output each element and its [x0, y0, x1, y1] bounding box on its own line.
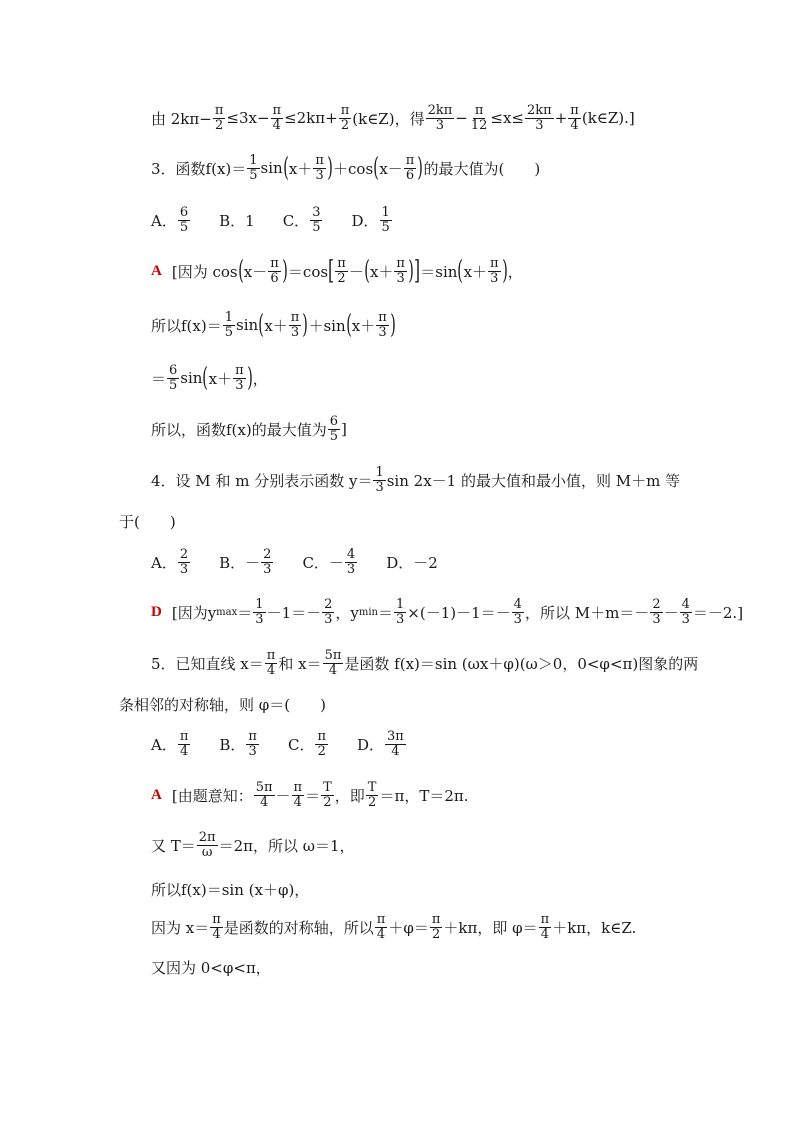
text: ≤3x− [226, 109, 270, 127]
text: (k∈Z)，得 [352, 109, 425, 128]
text: ＝2π，所以 ω＝1， [218, 836, 355, 855]
fraction: $\frac{1}{5}$ [249, 152, 258, 183]
text: x－ [379, 159, 403, 178]
text: ＝π，T＝2π. [379, 786, 469, 805]
fraction: $\frac{\pi}{2}$ [340, 102, 350, 133]
fraction: $\frac{\pi}{3}$ [315, 152, 324, 183]
fraction: $\frac{\pi}{4}$ [272, 102, 282, 133]
answer-5-line-5 [151, 944, 271, 990]
fraction: $\frac{\pi}{2}$ [337, 255, 346, 286]
question-4-line-1 [151, 457, 680, 503]
text: 所以，函数f(x)的最大值为 [151, 420, 327, 439]
text: x＋ [369, 262, 394, 281]
question-4-options [151, 539, 438, 585]
text: − [455, 109, 468, 127]
fraction: $\frac{\pi}{3}$ [490, 255, 499, 286]
answer-letter: A [151, 786, 162, 803]
option-c: C．－ [302, 553, 344, 572]
text: ＝sin [420, 262, 458, 281]
text: x＋ [208, 369, 233, 388]
text: ＋φ＝ [388, 918, 429, 937]
fraction: $\frac{5\pi}{4}$ [255, 779, 273, 810]
text: －1＝－ [266, 603, 322, 622]
text: x＋ [463, 262, 488, 281]
fraction: $\frac{5\pi}{4}$ [324, 647, 342, 678]
fraction: $\frac{6}{5}$ [169, 362, 178, 393]
text: 因为 x＝ [151, 918, 210, 937]
answer-letter: D [151, 603, 162, 620]
text: sin [236, 316, 259, 334]
text: 于( ) [119, 512, 176, 531]
text: ] [341, 420, 347, 438]
fraction: $\frac{1}{5}$ [224, 309, 233, 340]
text: ＋sin [308, 316, 346, 335]
fraction: $\frac{3}{5}$ [312, 204, 321, 235]
text: ≤2kπ+ [284, 109, 338, 127]
fraction: $\frac{\pi}{3}$ [235, 362, 244, 393]
option-d: D． [357, 735, 385, 754]
fraction: $\frac{\pi}{4}$ [266, 647, 276, 678]
text: ≤x≤ [490, 109, 525, 127]
text: ＝ [237, 603, 253, 622]
text: 是函数的对称轴，所以 [223, 918, 374, 937]
text: 4．设 M 和 m 分别表示函数 y＝ [151, 471, 373, 490]
fraction: $\frac{\pi}{12}$ [470, 102, 488, 133]
option-a: A． [151, 735, 177, 754]
fraction: $\frac{\pi}{3}$ [378, 309, 387, 340]
option-c: C． [282, 211, 310, 230]
text: 条相邻的对称轴，则 φ＝( ) [119, 695, 326, 714]
option-b: B． [219, 735, 246, 754]
fraction: $\frac{T}{2}$ [323, 779, 332, 810]
text: [因为y [171, 603, 217, 622]
text: ，所以 M＋m＝－ [524, 603, 650, 622]
question-5-line-1 [151, 640, 698, 686]
option-c: C． [287, 735, 315, 754]
text: [由题意知： [171, 786, 253, 805]
fraction: $\frac{T}{2}$ [367, 779, 377, 810]
text: ＝cos [287, 262, 329, 281]
answer-5-line-2 [151, 822, 355, 868]
text: ＋kπ，即 φ＝ [443, 918, 538, 937]
fraction: $\frac{\pi}{3}$ [396, 255, 405, 286]
fraction: $\frac{\pi}{2}$ [431, 911, 441, 942]
fraction: $\frac{\pi}{4}$ [293, 779, 303, 810]
fraction: $\frac{3\pi}{4}$ [387, 728, 404, 759]
text: x＋ [288, 159, 313, 178]
option-b: B．－ [219, 553, 261, 572]
fraction: $\frac{\pi}{3}$ [248, 728, 257, 759]
fraction: $\frac{2k\pi}{3}$ [427, 102, 453, 133]
question-3: 3．函数f(x)＝ $\frac{1}{5}$ sin ( x＋ $\frac{\pi}{3}$ ) ＋cos ( x－ $\frac{\pi}{6}$ ) 的最大值为( ) [151, 152, 541, 183]
text: － [348, 262, 364, 281]
text: ＝－2.] [692, 603, 744, 622]
text: sin 2x－1 的最大值和最小值，则 M＋m 等 [386, 471, 681, 490]
text: x＋ [264, 316, 288, 335]
text: ， [507, 262, 523, 281]
option-d: D．－2 [386, 553, 438, 572]
text: 5．已知直线 x＝ [151, 654, 264, 673]
fraction: $\frac{2}{3}$ [263, 546, 272, 577]
text: sin [260, 159, 283, 177]
option-d: D． [351, 211, 379, 230]
fraction: $\frac{\pi}{6}$ [270, 255, 279, 286]
text: ，y [335, 603, 359, 622]
fraction: $\frac{\pi}{3}$ [290, 309, 300, 340]
solution-line-1 [151, 95, 635, 141]
text: 和 x＝ [278, 654, 322, 673]
answer-3-line-1: A [因为 cos ( x－ $\frac{\pi}{6}$ ) ＝cos [ $\frac{\pi}{2}$ － ( x＋ $\frac{\pi}{3}$ ) ] ＝sin ( x＋ $\frac{\pi}{3}$ ) ， [151, 255, 523, 286]
fraction: $\frac{6}{5}$ [329, 413, 338, 444]
text: 又因为 0<φ<π， [151, 958, 271, 977]
text: ＝ [305, 786, 321, 805]
fraction: $\frac{2}{3}$ [179, 546, 189, 577]
fraction: $\frac{\pi}{2}$ [214, 102, 224, 133]
fraction: $\frac{1}{3}$ [255, 596, 264, 627]
text: + [554, 109, 568, 127]
fraction: $\frac{\pi}{4}$ [376, 911, 386, 942]
text: sin [180, 369, 203, 387]
text: (k∈Z).] [581, 109, 635, 127]
answer-letter: A [151, 262, 162, 279]
fraction: $\frac{\pi}{2}$ [317, 728, 326, 759]
text: － [275, 786, 291, 805]
text: ×(－1)－1＝－ [407, 603, 511, 622]
text: 的最大值为( ) [423, 159, 541, 178]
fraction: $\frac{1}{3}$ [375, 464, 384, 495]
answer-3-line-4 [151, 406, 347, 452]
option-a: A． [151, 211, 177, 230]
fraction: $\frac{\pi}{4}$ [212, 911, 221, 942]
option-b: B．1 [219, 211, 255, 230]
option-a: A． [151, 553, 177, 572]
text: 又 T＝ [151, 836, 196, 855]
text: 所以f(x)＝ [151, 316, 222, 335]
question-5-options [151, 721, 407, 767]
answer-3-line-2: 所以f(x)＝ $\frac{1}{5}$ sin ( x＋ $\frac{\pi}{3}$ ) ＋sin ( x＋ $\frac{\pi}{3}$ ) [151, 309, 396, 340]
fraction: $\frac{\pi}{6}$ [405, 152, 415, 183]
text: x－ [243, 262, 268, 281]
answer-4: D [因为y max ＝ $\frac{1}{3}$ －1＝－ $\frac{2}{3}$ ，y min ＝ $\frac{1}{3}$ ×(－1)－1＝－ $\frac{4}{3}$ ，所以 M＋m＝－ $\frac{2}{3}$ － $\frac{4}{3}$ ＝－2.] [151, 596, 744, 627]
text: ＝ [378, 603, 394, 622]
text: 3．函数f(x)＝ [151, 159, 247, 178]
fraction: $\frac{2\pi}{\omega}$ [198, 829, 216, 860]
question-3-options [151, 197, 393, 243]
text: x＋ [351, 316, 376, 335]
fraction: $\frac{2}{3}$ [324, 596, 333, 627]
fraction: $\frac{1}{5}$ [381, 204, 390, 235]
text: ，即 [334, 786, 365, 805]
text: － [663, 603, 679, 622]
text: [因为 cos [171, 262, 238, 281]
question-4-line-2 [119, 498, 176, 544]
fraction: $\frac{6}{5}$ [179, 204, 189, 235]
fraction: $\frac{4}{3}$ [513, 596, 522, 627]
fraction: $\frac{2k\pi}{3}$ [527, 102, 552, 133]
fraction: $\frac{\pi}{4}$ [179, 728, 189, 759]
fraction: $\frac{\pi}{4}$ [570, 102, 579, 133]
text: 所以f(x)＝sin (x＋φ)， [151, 880, 310, 899]
text: ＋cos [333, 159, 374, 178]
text: 由 2kπ− [151, 109, 212, 128]
text: ， [252, 369, 268, 388]
text: ＝ [151, 369, 167, 388]
text: ＋kπ，k∈Z. [552, 918, 637, 937]
text: 是函数 f(x)＝sin (ωx＋φ)(ω＞0，0<φ<π)图象的两 [344, 654, 699, 673]
answer-3-line-3: ＝ $\frac{6}{5}$ sin ( x＋ $\frac{\pi}{3}$ ) ， [151, 362, 268, 393]
fraction: $\frac{4}{3}$ [681, 596, 690, 627]
fraction: $\frac{1}{3}$ [396, 596, 405, 627]
fraction: $\frac{4}{3}$ [346, 546, 356, 577]
fraction: $\frac{2}{3}$ [652, 596, 661, 627]
answer-5-line-1 [151, 772, 469, 818]
fraction: $\frac{\pi}{4}$ [540, 911, 550, 942]
